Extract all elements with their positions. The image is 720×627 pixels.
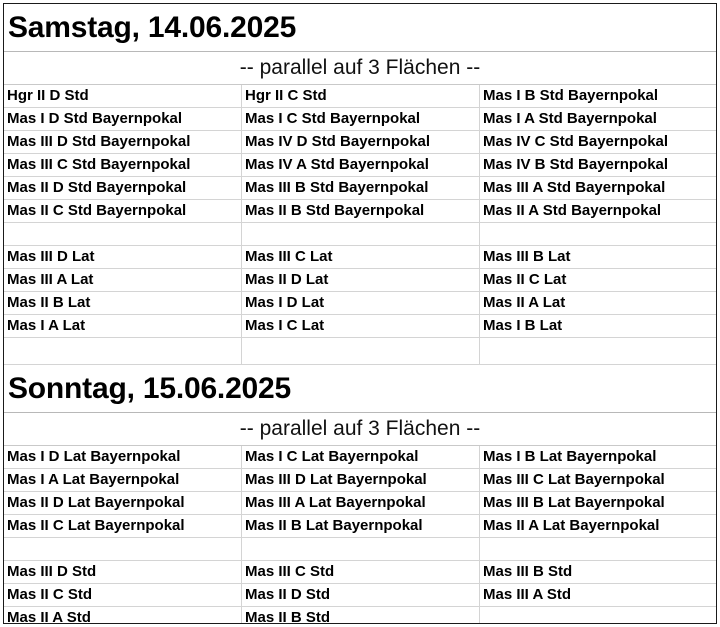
- empty-cell: [4, 338, 242, 364]
- table-cell: Mas II A Std: [4, 607, 242, 624]
- table-cell: Mas II A Lat: [483, 294, 566, 311]
- day-title-row: [4, 365, 716, 413]
- day-title-row: [4, 4, 716, 52]
- table-cell: Mas III D Std: [4, 561, 242, 583]
- table-cell: Mas I C Lat Bayernpokal: [242, 446, 480, 468]
- table-cell: Hgr II D Std: [4, 85, 242, 107]
- table-cell: Mas I C Lat: [242, 315, 480, 337]
- empty-cell: [4, 223, 242, 245]
- table-cell: Mas III D Lat: [4, 246, 242, 268]
- empty-row: [4, 338, 716, 365]
- empty-cell: [480, 538, 716, 560]
- table-row: [4, 292, 716, 315]
- table-row: [4, 446, 716, 469]
- table-cell: Mas II B Lat: [4, 292, 242, 314]
- empty-cell: [242, 223, 480, 245]
- day-subtitle: -- parallel auf 3 Flächen --: [239, 417, 481, 440]
- table-cell: Hgr II C Std: [242, 85, 480, 107]
- schedule-sheet: [3, 3, 717, 624]
- table-cell: Mas I A Lat: [4, 315, 242, 337]
- empty-cell: [480, 338, 716, 364]
- day-subtitle: -- parallel auf 3 Flächen --: [239, 56, 481, 79]
- table-cell: Mas III A Lat: [4, 269, 242, 291]
- day-title: Sonntag, 15.06.2025: [8, 371, 292, 405]
- table-row: [4, 469, 716, 492]
- table-cell: Mas I A Lat Bayernpokal: [4, 469, 242, 491]
- table-cell: Mas II C Std: [4, 584, 242, 606]
- table-cell: Mas III C Std Bayernpokal: [4, 154, 242, 176]
- table-cell: Mas III A Std: [483, 586, 572, 603]
- empty-cell: [242, 538, 480, 560]
- table-cell: Mas II D Std Bayernpokal: [4, 177, 242, 199]
- table-row: [4, 584, 716, 607]
- table-cell: Mas II B Std Bayernpokal: [242, 200, 480, 222]
- table-cell: Mas III B Lat: [483, 248, 571, 265]
- table-cell: Mas I B Lat Bayernpokal: [483, 448, 657, 465]
- table-cell: Mas II C Lat: [483, 271, 567, 288]
- table-cell: Mas III B Std: [483, 563, 573, 580]
- table-row: [4, 131, 716, 154]
- table-cell: Mas III D Std Bayernpokal: [4, 131, 242, 153]
- table-cell: Mas I A Std Bayernpokal: [483, 110, 657, 127]
- subtitle-row: [4, 52, 716, 85]
- table-row: [4, 492, 716, 515]
- table-cell: Mas I B Std Bayernpokal: [483, 87, 659, 104]
- table-cell: Mas III C Lat Bayernpokal: [483, 471, 665, 488]
- table-row: [4, 108, 716, 131]
- table-row: [4, 246, 716, 269]
- table-cell: Mas III D Lat Bayernpokal: [242, 469, 480, 491]
- empty-cell: [4, 538, 242, 560]
- table-cell: Mas II B Std: [242, 607, 480, 624]
- table-cell: Mas IV C Std Bayernpokal: [483, 133, 669, 150]
- table-cell: Mas II B Lat Bayernpokal: [242, 515, 480, 537]
- table-cell: Mas I B Lat: [483, 317, 563, 334]
- table-cell: Mas I D Lat: [242, 292, 480, 314]
- table-cell: Mas II C Std Bayernpokal: [4, 200, 242, 222]
- table-row: [4, 515, 716, 538]
- table-cell: Mas III B Lat Bayernpokal: [483, 494, 665, 511]
- table-row: [4, 177, 716, 200]
- day-title: Samstag, 14.06.2025: [8, 10, 297, 44]
- table-cell: Mas I C Std Bayernpokal: [242, 108, 480, 130]
- empty-row: [4, 223, 716, 246]
- table-cell: Mas I D Lat Bayernpokal: [4, 446, 242, 468]
- table-cell: Mas II D Std: [242, 584, 480, 606]
- table-cell: Mas III A Lat Bayernpokal: [242, 492, 480, 514]
- table-cell: Mas IV A Std Bayernpokal: [242, 154, 480, 176]
- table-cell: Mas IV B Std Bayernpokal: [483, 156, 669, 173]
- table-cell: Mas III A Std Bayernpokal: [483, 179, 666, 196]
- table-row: [4, 200, 716, 223]
- table-row: [4, 315, 716, 338]
- table-cell: Mas III C Std: [242, 561, 480, 583]
- table-cell: Mas II A Lat Bayernpokal: [483, 517, 660, 534]
- empty-row: [4, 538, 716, 561]
- table-row: [4, 269, 716, 292]
- empty-cell: [242, 338, 480, 364]
- table-cell: Mas II D Lat Bayernpokal: [4, 492, 242, 514]
- table-cell: Mas IV D Std Bayernpokal: [242, 131, 480, 153]
- empty-cell: [480, 223, 716, 245]
- subtitle-row: [4, 413, 716, 446]
- table-row: [4, 85, 716, 108]
- table-row: [4, 607, 716, 624]
- table-row: [4, 561, 716, 584]
- table-cell: Mas II A Std Bayernpokal: [483, 202, 662, 219]
- table-cell: Mas III C Lat: [242, 246, 480, 268]
- table-cell: Mas II D Lat: [242, 269, 480, 291]
- table-cell: Mas II C Lat Bayernpokal: [4, 515, 242, 537]
- table-cell: Mas I D Std Bayernpokal: [4, 108, 242, 130]
- table-cell: Mas III B Std Bayernpokal: [242, 177, 480, 199]
- table-row: [4, 154, 716, 177]
- table-cell: [480, 607, 716, 624]
